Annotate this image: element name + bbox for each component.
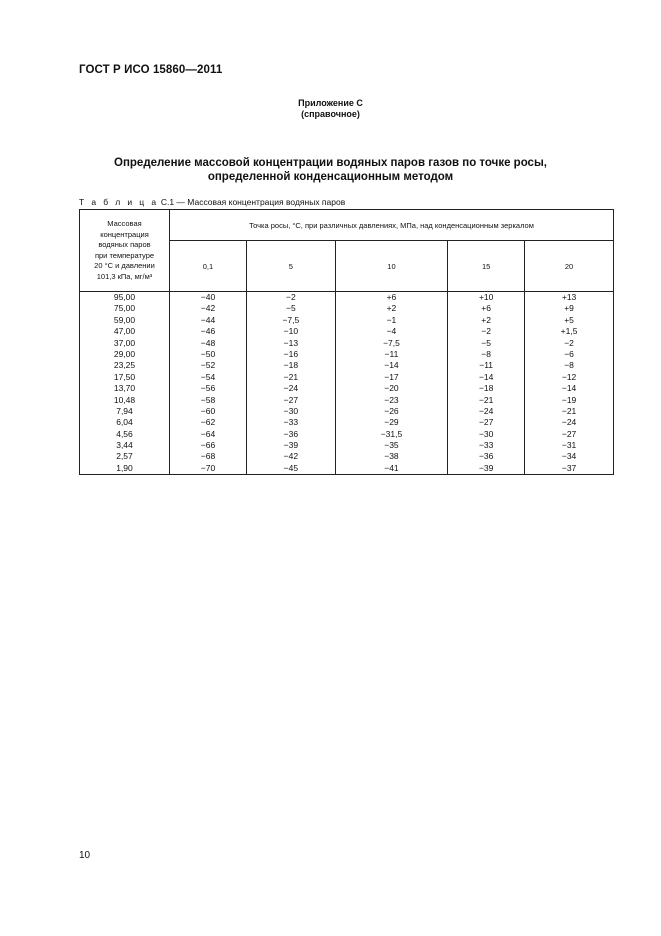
appendix-title: Приложение С	[298, 98, 363, 108]
dew-point-cell: +2	[386, 303, 397, 314]
pressure-column-header: 5	[246, 241, 335, 292]
dew-point-cell: −48	[200, 337, 216, 348]
dew-point-cell: +2	[481, 314, 491, 325]
dew-point-cell: −10	[283, 326, 299, 337]
dew-point-cell: −19	[561, 394, 577, 405]
dew-point-cell: −27	[561, 428, 577, 439]
dew-point-cell: +6	[386, 292, 397, 302]
dew-point-cell: −58	[200, 394, 216, 405]
dew-point-column	[525, 292, 614, 475]
dew-point-cell: −56	[200, 383, 216, 394]
dew-point-cell: −14	[478, 371, 494, 382]
document-standard-header: ГОСТ Р ИСО 15860—2011	[79, 64, 223, 76]
dew-point-cell: −8	[481, 348, 491, 359]
concentration-cell: 37,00	[113, 337, 136, 348]
dew-point-cell: −60	[200, 405, 216, 416]
dew-point-cell: −17	[384, 371, 399, 382]
dew-point-cell: −11	[479, 360, 494, 371]
dew-point-cell: −34	[561, 451, 577, 462]
dew-point-cell: −27	[283, 394, 299, 405]
dew-point-cell: −39	[283, 440, 299, 451]
dew-point-column	[246, 292, 335, 475]
dew-point-cell: −8	[564, 360, 574, 371]
concentration-cell: 95,00	[113, 292, 136, 302]
dew-point-cell: −24	[478, 405, 494, 416]
concentration-cell: 29,00	[113, 348, 136, 359]
dew-point-cell: −27	[478, 417, 494, 428]
dew-point-cell: +1,5	[560, 326, 578, 337]
dew-point-cell: −14	[561, 383, 577, 394]
section-title-line-2: определенной конденсационным методом	[207, 171, 454, 183]
concentration-cell: 75,00	[113, 303, 136, 314]
dew-point-cell: −35	[384, 440, 399, 451]
dew-point-cell: +10	[478, 292, 494, 302]
dew-point-cell: −70	[200, 462, 216, 473]
dew-point-cell: −14	[384, 360, 399, 371]
dew-point-cell: −44	[200, 314, 216, 325]
dew-point-cell: −21	[283, 371, 299, 382]
dew-point-cell: −42	[200, 303, 216, 314]
dew-point-cell: −66	[200, 440, 216, 451]
dew-point-cell: −7,5	[383, 337, 400, 348]
dew-point-cell: −36	[478, 451, 494, 462]
dew-point-cell: +5	[564, 314, 574, 325]
dew-point-cell: −33	[478, 440, 494, 451]
dew-point-cell: −31,5	[380, 428, 403, 439]
dew-point-cell: −4	[386, 326, 397, 337]
dew-point-cell: +9	[564, 303, 574, 314]
pressure-column-header: 10	[335, 241, 447, 292]
row-header-line: Массовая	[107, 219, 142, 228]
appendix-subtitle: (справочное)	[301, 109, 360, 119]
concentration-cell: 7,94	[116, 405, 133, 416]
row-header-line: концентрация	[100, 229, 149, 239]
dew-point-column	[170, 292, 247, 475]
section-title	[0, 156, 661, 184]
dew-point-cell: −68	[200, 451, 216, 462]
dew-point-cell: −39	[478, 462, 494, 473]
dew-point-cell: −23	[384, 394, 399, 405]
dew-point-cell: −37	[561, 462, 577, 473]
dew-point-cell: −2	[286, 292, 296, 302]
row-header-line: водяных паров	[98, 240, 151, 249]
dew-point-cell: −21	[561, 405, 577, 416]
dew-point-cell: −6	[564, 348, 574, 359]
concentration-cell: 4,56	[116, 428, 133, 439]
dew-point-cell: −26	[384, 405, 399, 416]
dew-point-cell: −18	[478, 383, 494, 394]
row-header-line: 101,3 кПа, мг/м³	[96, 271, 153, 281]
table-caption-text: С.1 — Массовая концентрация водяных паров	[160, 197, 346, 207]
dew-point-column	[335, 292, 447, 475]
table-body-row	[80, 292, 614, 475]
row-header-line: при температуре	[94, 250, 155, 260]
dew-point-cell: −36	[283, 428, 299, 439]
dew-point-cell: −52	[200, 360, 216, 371]
table-caption-prefix: Т а б л и ц а	[79, 197, 159, 207]
dew-point-cell: −29	[384, 417, 399, 428]
dew-point-cell: −2	[481, 326, 491, 337]
dew-point-cell: −64	[200, 428, 216, 439]
pressure-column-header: 15	[448, 241, 525, 292]
concentration-cell: 59,00	[113, 314, 136, 325]
dew-point-cell: −20	[384, 383, 399, 394]
dew-point-cell: −33	[283, 417, 299, 428]
dew-point-cell: −62	[200, 417, 216, 428]
concentration-cell: 3,44	[116, 440, 133, 451]
dew-point-cell: −45	[283, 462, 299, 473]
dew-point-cell: +13	[561, 292, 577, 302]
dew-point-cell: −30	[283, 405, 299, 416]
dew-point-cell: −13	[283, 337, 299, 348]
dew-point-cell: −1	[386, 314, 397, 325]
dew-point-cell: +6	[481, 303, 491, 314]
dew-point-cell: −5	[481, 337, 491, 348]
row-header-line: 20 °С и давлении	[94, 261, 155, 270]
concentration-cell: 1,90	[116, 462, 133, 473]
dew-point-group-header: Точка росы, °С, при различных давлениях, МПа, над конденсационным зеркалом	[170, 210, 614, 241]
dew-point-cell: −16	[283, 348, 299, 359]
dew-point-cell: −46	[200, 326, 216, 337]
concentration-cell: 23,25	[113, 360, 136, 371]
dew-point-cell: −7,5	[282, 314, 300, 325]
pressure-column-header: 20	[525, 241, 614, 292]
dew-point-cell: −41	[384, 462, 399, 473]
dew-point-cell: −21	[478, 394, 494, 405]
dew-point-cell: −24	[561, 417, 577, 428]
dew-point-cell: −2	[564, 337, 574, 348]
dew-point-column	[448, 292, 525, 475]
concentration-cell: 10,48	[113, 394, 136, 405]
concentration-cell: 13,70	[113, 383, 136, 394]
dew-point-cell: −31	[561, 440, 577, 451]
dew-point-cell: −30	[478, 428, 494, 439]
dew-point-cell: −50	[200, 348, 216, 359]
dew-point-table	[79, 209, 614, 475]
concentration-cell: 17,50	[113, 371, 136, 382]
dew-point-cell: −24	[283, 383, 299, 394]
dew-point-cell: −38	[384, 451, 399, 462]
dew-point-cell: −54	[200, 371, 216, 382]
table-caption	[79, 197, 345, 207]
concentration-column-header	[80, 210, 170, 292]
dew-point-cell: −11	[384, 348, 399, 359]
concentration-column	[80, 292, 170, 475]
dew-point-cell: −18	[283, 360, 299, 371]
appendix-heading	[0, 98, 661, 120]
section-title-line-1: Определение массовой концентрации водяных паров газов по точке росы,	[114, 157, 547, 169]
dew-point-cell: −40	[200, 292, 216, 302]
dew-point-cell: −5	[286, 303, 296, 314]
dew-point-cell: −42	[283, 451, 299, 462]
page-number: 10	[79, 850, 91, 861]
concentration-cell: 2,57	[116, 451, 133, 462]
dew-point-cell: −12	[561, 371, 577, 382]
pressure-column-header: 0,1	[170, 241, 247, 292]
concentration-cell: 47,00	[113, 326, 136, 337]
concentration-cell: 6,04	[116, 417, 133, 428]
